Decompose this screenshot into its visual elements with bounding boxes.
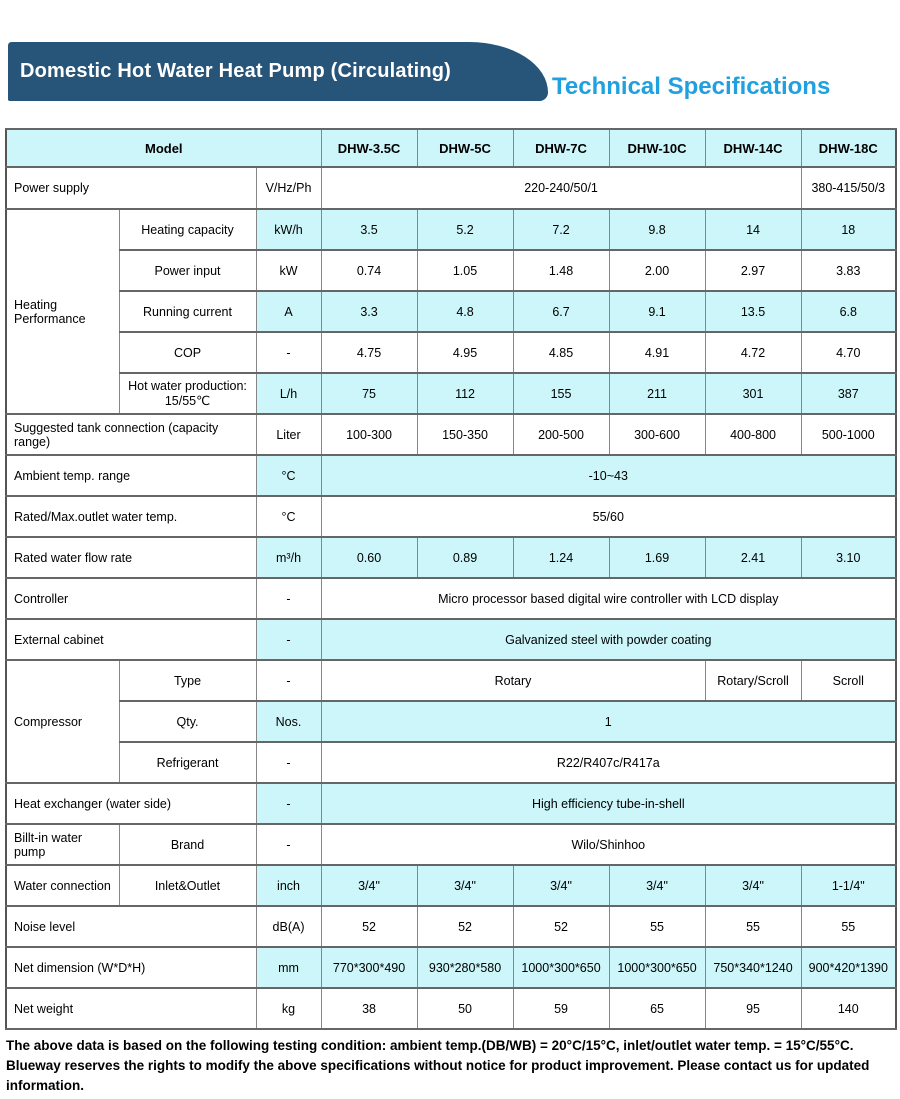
- table-row: [6, 865, 896, 906]
- value-cell: 1-1/4": [801, 865, 896, 906]
- value-cell: 9.8: [609, 209, 705, 250]
- footer-notes: [6, 1036, 896, 1096]
- unit-cell: -: [256, 619, 321, 660]
- model-name-cell: DHW-5C: [417, 129, 513, 167]
- model-name-cell: DHW-18C: [801, 129, 896, 167]
- row-label: External cabinet: [6, 619, 256, 660]
- value-cell: 55: [705, 906, 801, 947]
- value-cell: 301: [705, 373, 801, 414]
- value-cell: 3.83: [801, 250, 896, 291]
- value-cell: 50: [417, 988, 513, 1029]
- value-cell: Micro processor based digital wire controller with LCD display: [321, 578, 896, 619]
- value-cell: 770*300*490: [321, 947, 417, 988]
- table-row: [6, 332, 896, 373]
- value-cell: Galvanized steel with powder coating: [321, 619, 896, 660]
- unit-cell: L/h: [256, 373, 321, 414]
- value-cell: 155: [513, 373, 609, 414]
- value-cell: 4.91: [609, 332, 705, 373]
- value-cell: 3.5: [321, 209, 417, 250]
- group-label: Heating Performance: [6, 209, 119, 414]
- row-label: Refrigerant: [119, 742, 256, 783]
- value-cell: 65: [609, 988, 705, 1029]
- table-row: [6, 947, 896, 988]
- value-cell: 6.7: [513, 291, 609, 332]
- value-cell: 1000*300*650: [513, 947, 609, 988]
- footer-note-line2: Blueway reserves the rights to modify the above specifications without notice for product improvement. Please contact us for updated information.: [6, 1058, 870, 1093]
- value-cell: 220-240/50/1: [321, 167, 801, 209]
- value-cell: 13.5: [705, 291, 801, 332]
- value-cell: 52: [513, 906, 609, 947]
- value-cell: 1: [321, 701, 896, 742]
- value-cell: 52: [321, 906, 417, 947]
- value-cell: 4.75: [321, 332, 417, 373]
- value-cell: 95: [705, 988, 801, 1029]
- value-cell: 1.24: [513, 537, 609, 578]
- value-cell: 3.10: [801, 537, 896, 578]
- unit-cell: -: [256, 824, 321, 865]
- row-label: Heating capacity: [119, 209, 256, 250]
- table-row: [6, 824, 896, 865]
- unit-cell: Liter: [256, 414, 321, 455]
- value-cell: 3/4": [609, 865, 705, 906]
- model-name-cell: DHW-7C: [513, 129, 609, 167]
- value-cell: 55/60: [321, 496, 896, 537]
- row-label: COP: [119, 332, 256, 373]
- table-row: [6, 209, 896, 250]
- unit-cell: -: [256, 332, 321, 373]
- row-label: Rated water flow rate: [6, 537, 256, 578]
- value-cell: 1.48: [513, 250, 609, 291]
- table-row: [6, 373, 896, 414]
- unit-cell: -: [256, 578, 321, 619]
- row-label: Water connection: [6, 865, 119, 906]
- value-cell: 59: [513, 988, 609, 1029]
- value-cell: 200-500: [513, 414, 609, 455]
- unit-cell: A: [256, 291, 321, 332]
- value-cell: Rotary: [321, 660, 705, 701]
- value-cell: 930*280*580: [417, 947, 513, 988]
- value-cell: Scroll: [801, 660, 896, 701]
- value-cell: 6.8: [801, 291, 896, 332]
- value-cell: 7.2: [513, 209, 609, 250]
- value-cell: 4.85: [513, 332, 609, 373]
- value-cell: 0.74: [321, 250, 417, 291]
- value-cell: 4.8: [417, 291, 513, 332]
- model-name-cell: DHW-3.5C: [321, 129, 417, 167]
- value-cell: 1000*300*650: [609, 947, 705, 988]
- table-row: [6, 291, 896, 332]
- value-cell: 900*420*1390: [801, 947, 896, 988]
- value-cell: 300-600: [609, 414, 705, 455]
- row-sublabel: Inlet&Outlet: [119, 865, 256, 906]
- table-row: [6, 167, 896, 209]
- table-row: [6, 742, 896, 783]
- row-label: Type: [119, 660, 256, 701]
- value-cell: 4.95: [417, 332, 513, 373]
- value-cell: 55: [801, 906, 896, 947]
- unit-cell: -: [256, 783, 321, 824]
- value-cell: 75: [321, 373, 417, 414]
- unit-cell: kW/h: [256, 209, 321, 250]
- value-cell: 3/4": [321, 865, 417, 906]
- footer-note-line1: The above data is based on the following testing condition: ambient temp.(DB/WB) = 20°C/15°C, inlet/outlet water temp. = 15°C/55°C.: [6, 1038, 854, 1053]
- unit-cell: °C: [256, 455, 321, 496]
- table-row: [6, 455, 896, 496]
- row-sublabel: Brand: [119, 824, 256, 865]
- unit-cell: kW: [256, 250, 321, 291]
- value-cell: High efficiency tube-in-shell: [321, 783, 896, 824]
- value-cell: 380-415/50/3: [801, 167, 896, 209]
- unit-cell: m³/h: [256, 537, 321, 578]
- value-cell: 112: [417, 373, 513, 414]
- value-cell: 3.3: [321, 291, 417, 332]
- table-row: [6, 414, 896, 455]
- value-cell: R22/R407c/R417a: [321, 742, 896, 783]
- table-row: [6, 660, 896, 701]
- value-cell: 2.41: [705, 537, 801, 578]
- unit-cell: Nos.: [256, 701, 321, 742]
- value-cell: 5.2: [417, 209, 513, 250]
- row-label: Power supply: [6, 167, 256, 209]
- table-row: [6, 701, 896, 742]
- row-label: Net weight: [6, 988, 256, 1029]
- value-cell: 750*340*1240: [705, 947, 801, 988]
- value-cell: Wilo/Shinhoo: [321, 824, 896, 865]
- model-name-cell: DHW-10C: [609, 129, 705, 167]
- value-cell: 0.89: [417, 537, 513, 578]
- table-row: [6, 537, 896, 578]
- value-cell: 3/4": [417, 865, 513, 906]
- row-label: Power input: [119, 250, 256, 291]
- row-label: Heat exchanger (water side): [6, 783, 256, 824]
- spec-table: [5, 128, 897, 1030]
- row-label: Suggested tank connection (capacity range): [6, 414, 256, 455]
- unit-cell: -: [256, 742, 321, 783]
- page-title: Technical Specifications: [552, 73, 831, 100]
- row-label: Net dimension (W*D*H): [6, 947, 256, 988]
- value-cell: 387: [801, 373, 896, 414]
- value-cell: -10~43: [321, 455, 896, 496]
- value-cell: 38: [321, 988, 417, 1029]
- value-cell: 500-1000: [801, 414, 896, 455]
- row-label: Noise level: [6, 906, 256, 947]
- product-banner: [8, 42, 548, 101]
- value-cell: 100-300: [321, 414, 417, 455]
- unit-cell: kg: [256, 988, 321, 1029]
- row-label: Billt-in water pump: [6, 824, 119, 865]
- row-label: Rated/Max.outlet water temp.: [6, 496, 256, 537]
- value-cell: 400-800: [705, 414, 801, 455]
- unit-cell: -: [256, 660, 321, 701]
- row-label: Qty.: [119, 701, 256, 742]
- table-row: [6, 578, 896, 619]
- table-row: [6, 988, 896, 1029]
- table-row: [6, 129, 896, 167]
- row-label: Running current: [119, 291, 256, 332]
- value-cell: 0.60: [321, 537, 417, 578]
- value-cell: 150-350: [417, 414, 513, 455]
- row-label: Hot water production: 15/55℃: [119, 373, 256, 414]
- table-row: [6, 783, 896, 824]
- value-cell: 3/4": [705, 865, 801, 906]
- value-cell: 1.69: [609, 537, 705, 578]
- table-row: [6, 619, 896, 660]
- model-header-cell: Model: [6, 129, 321, 167]
- value-cell: 14: [705, 209, 801, 250]
- value-cell: 52: [417, 906, 513, 947]
- value-cell: 4.72: [705, 332, 801, 373]
- value-cell: 4.70: [801, 332, 896, 373]
- row-label: Ambient temp. range: [6, 455, 256, 496]
- value-cell: 1.05: [417, 250, 513, 291]
- value-cell: 9.1: [609, 291, 705, 332]
- table-row: [6, 496, 896, 537]
- value-cell: 55: [609, 906, 705, 947]
- value-cell: 18: [801, 209, 896, 250]
- value-cell: Rotary/Scroll: [705, 660, 801, 701]
- value-cell: 2.00: [609, 250, 705, 291]
- unit-cell: V/Hz/Ph: [256, 167, 321, 209]
- value-cell: 140: [801, 988, 896, 1029]
- table-row: [6, 250, 896, 291]
- row-label: Controller: [6, 578, 256, 619]
- model-name-cell: DHW-14C: [705, 129, 801, 167]
- value-cell: 211: [609, 373, 705, 414]
- product-title: Domestic Hot Water Heat Pump (Circulating): [20, 60, 452, 82]
- unit-cell: mm: [256, 947, 321, 988]
- value-cell: 3/4": [513, 865, 609, 906]
- table-row: [6, 906, 896, 947]
- unit-cell: °C: [256, 496, 321, 537]
- value-cell: 2.97: [705, 250, 801, 291]
- unit-cell: dB(A): [256, 906, 321, 947]
- unit-cell: inch: [256, 865, 321, 906]
- group-label: Compressor: [6, 660, 119, 783]
